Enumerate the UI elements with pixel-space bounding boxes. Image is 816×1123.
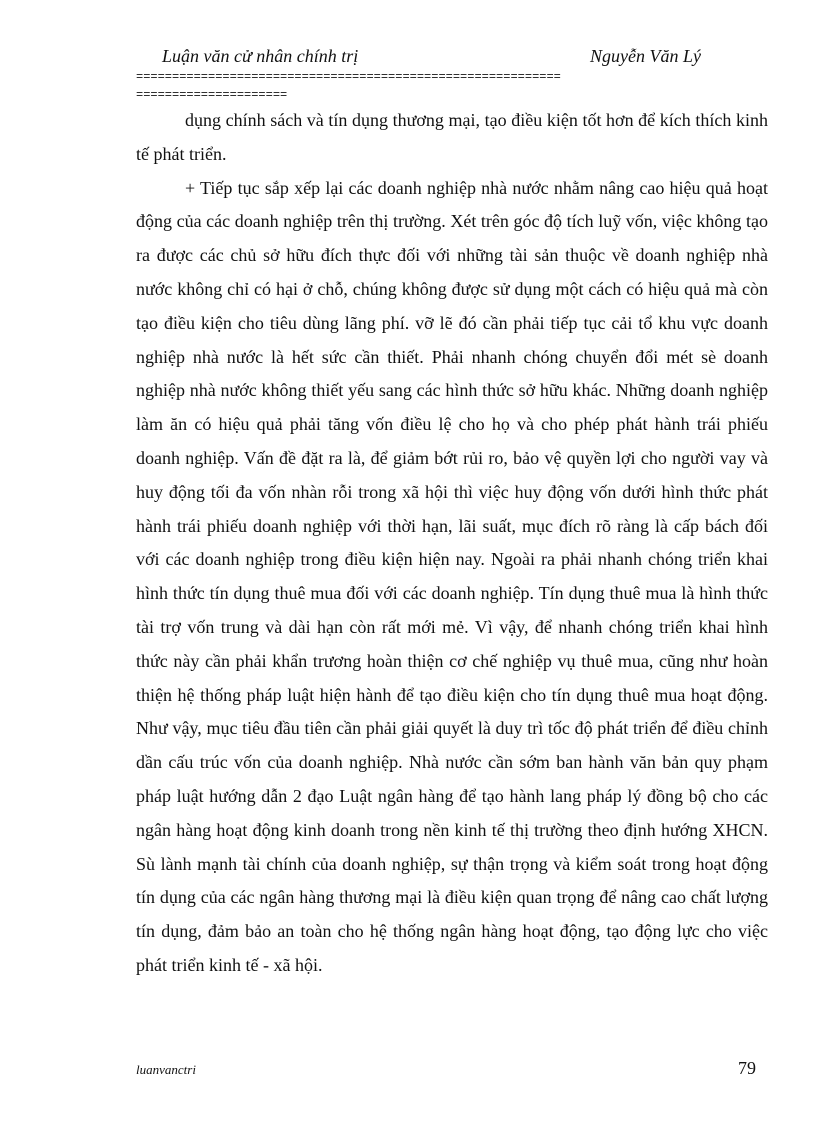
footer-label: luanvanctri: [136, 1062, 196, 1077]
header-rule-line-2: =====================: [136, 88, 288, 102]
header-title: Luận văn cử nhân chính trị: [162, 46, 359, 66]
page-header: [162, 46, 722, 72]
body-paragraph-1: dụng chính sách và tín dụng thương mại, tạo điều kiện tốt hơn để kích thích kinh tế phát triển.: [136, 110, 768, 164]
document-body: [136, 104, 768, 983]
header-rule-line-1: ===========================================================: [136, 70, 561, 84]
page-number: 79: [738, 1058, 756, 1078]
body-paragraph-2: + Tiếp tục sắp xếp lại các doanh nghiệp nhà nước nhằm nâng cao hiệu quả hoạt động của các doanh nghiệp trên thị trường. Xét trên góc độ tích luỹ vốn, việc không tạo ra được các chủ sở hữu đích thực đối với những tài sản thuộc về doanh nghiệp nhà nước không chỉ có hại ở chỗ, chúng không được sử dụng một cách có hiệu quả mà còn tạo điều kiện cho tiêu dùng lãng phí. vỡ lẽ đó cần phải tiếp tục cải tổ khu vực doanh nghiệp nhà nước là hết sức cần thiết. Phải nhanh chóng chuyển đổi mét sè doanh nghiệp nhà nước không thiết yếu sang các hình thức sở hữu khác. Những doanh nghiệp làm ăn có hiệu quả phải tăng vốn điều lệ cho họ và cho phép phát hành trái phiếu doanh nghiệp. Vấn đề đặt ra là, để giảm bớt rủi ro, bảo vệ quyền lợi cho người vay và huy động tối đa vốn nhàn rỗi trong xã hội thì việc huy động vốn dưới hình thức phát hành trái phiếu doanh nghiệp với thời hạn, lãi suất, mục đích rõ ràng là cấp bách đối với các doanh nghiệp trong điều kiện hiện nay. Ngoài ra phải nhanh chóng triển khai hình thức tín dụng thuê mua đối với các doanh nghiệp. Tín dụng thuê mua là hình thức tài trợ vốn trung và dài hạn còn rất mới mẻ. Vì vậy, để nhanh chóng triển khai hình thức này cần phải khẩn trương hoàn thiện cơ chế nghiệp vụ thuê mua, cũng như hoàn thiện hệ thống pháp luật hiện hành để tạo điều kiện cho tín dụng thuê mua hoạt động. Như vậy, mục tiêu đầu tiên cần phải giải quyết là duy trì tốc độ phát triển để điều chỉnh dần cấu trúc vốn của doanh nghiệp. Nhà nước cần sớm ban hành văn bản quy phạm pháp luật hướng dẫn 2 đạo Luật ngân hàng để tạo hành lang pháp lý đồng bộ cho các ngân hàng hoạt động kinh doanh trong nền kinh tế thị trường theo định hướng XHCN. Sù lành mạnh tài chính của doanh nghiệp, sự thận trọng và kiểm soát trong hoạt động tín dụng của các ngân hàng thương mại là điều kiện quan trọng để nâng cao chất lượng tín dụng, đảm bảo an toàn cho hệ thống ngân hàng hoạt động, tạo động lực cho việc phát triển kinh tế - xã hội.: [136, 177, 768, 975]
header-author: Nguyễn Văn Lý: [590, 46, 701, 66]
